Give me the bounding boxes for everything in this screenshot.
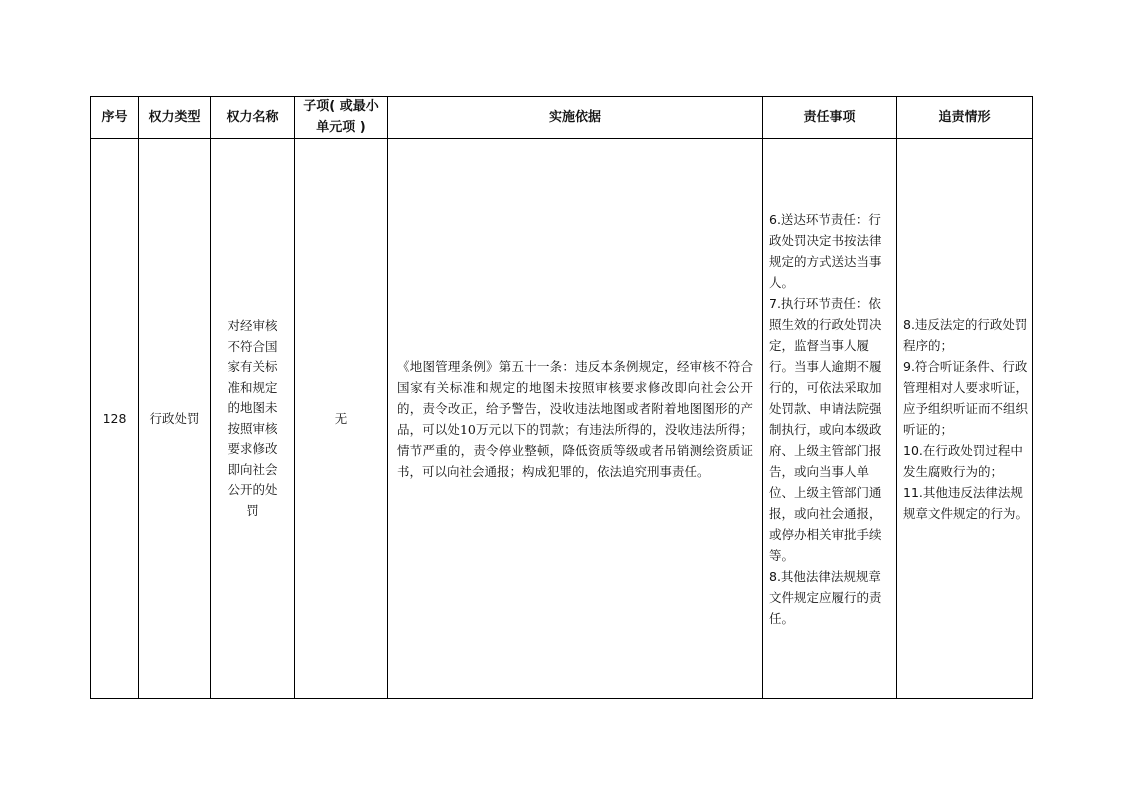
power-list-table [90,96,1033,699]
header-index: 序号 [91,97,139,139]
header-accountability: 追责情形 [897,97,1033,139]
cell-accountability [897,139,1033,699]
power-name-text: 对经审核不符合国家有关标准和规定的地图未按照审核要求修改即向社会公开的处罚 [227,318,278,518]
header-power-type: 权力类型 [139,97,211,139]
cell-sub-item: 无 [295,139,388,699]
cell-power-type: 行政处罚 [139,139,211,699]
accountability-list [897,314,1032,524]
responsibility-list [763,209,896,629]
cell-index: 128 [91,139,139,699]
cell-power-name [211,139,295,699]
table-header-row [91,97,1033,139]
header-responsibility: 责任事项 [763,97,897,139]
header-basis: 实施依据 [388,97,763,139]
accountability-item: 11.其他违反法律法规规章文件规定的行为。 [903,484,1029,521]
header-power-name: 权力名称 [211,97,295,139]
accountability-item: 9.符合听证条件、行政管理相对人要求听证，应予组织听证而不组织听证的； [903,358,1029,437]
responsibility-item: 6.送达环节责任：行政处罚决定书按法律规定的方式送达当事人。 [769,211,882,290]
header-sub-item [295,97,388,139]
table-row [91,139,1033,699]
cell-basis [388,139,763,699]
header-sub-item-label: 子项( 或最小单元项 ) [303,99,379,135]
accountability-item: 8.违反法定的行政处罚程序的； [903,316,1028,353]
responsibility-item: 7.执行环节责任：依照生效的行政处罚决定，监督当事人履行。当事人逾期不履行的，可依法采取加处罚款、申请法院强制执行，或向本级政府、上级主管部门报告，或向当事人单位、上级主管部门通报，或向社会通报，或停办相关审批手续等。 [769,295,882,563]
responsibility-item: 8.其他法律法规规章文件规定应履行的责任。 [769,568,882,626]
basis-text: 《地图管理条例》第五十一条：违反本条例规定，经审核不符合国家有关标准和规定的地图未按照审核要求修改即向社会公开的，责令改正，给予警告，没收违法地图或者附着地图图形的产品，可以处10万元以下的罚款；有违法所得的，没收违法所得；情节严重的，责令停业整顿，降低资质等级或者吊销测绘资质证书，可以向社会通报；构成犯罪的，依法追究刑事责任。 [397,358,753,479]
accountability-item: 10.在行政处罚过程中发生腐败行为的； [903,442,1023,479]
cell-responsibility [763,139,897,699]
